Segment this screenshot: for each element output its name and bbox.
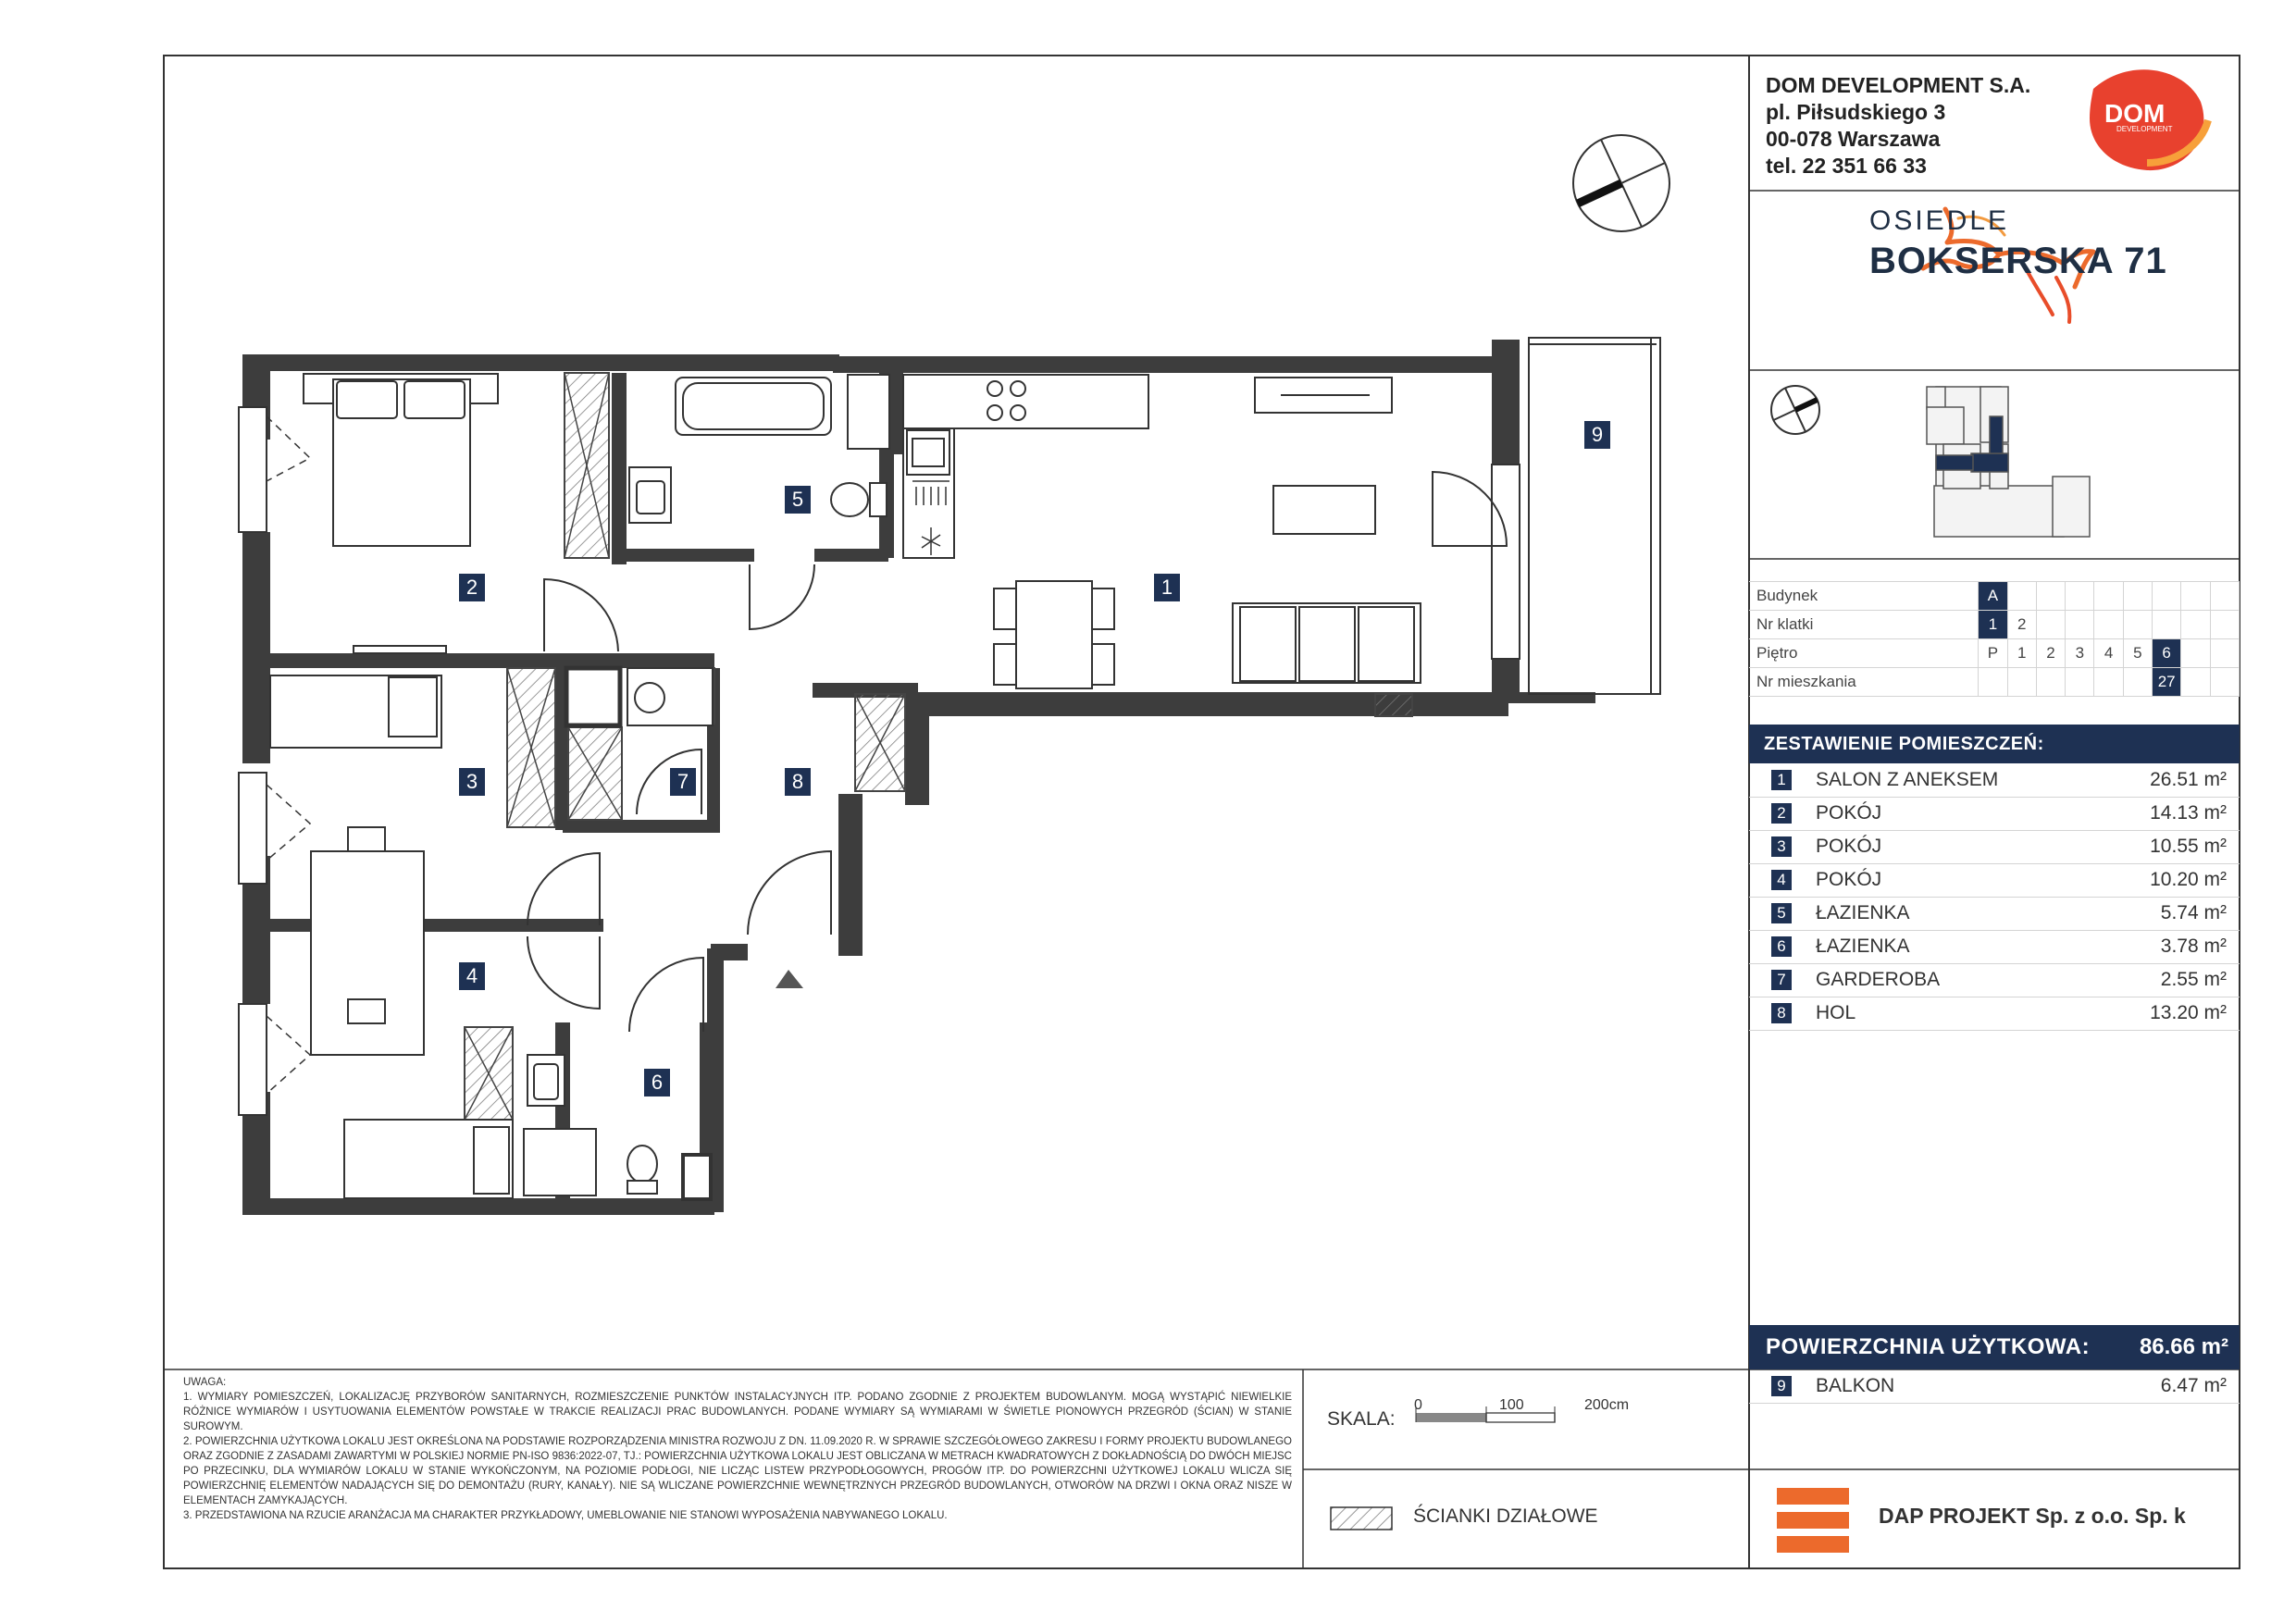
- spec-cell: 27: [2153, 668, 2181, 697]
- spec-cell: 2: [2036, 639, 2065, 668]
- spec-cell: 5: [2123, 639, 2152, 668]
- total-area-value: 86.66 m²: [2139, 1334, 2228, 1359]
- spec-cell: [2181, 668, 2210, 697]
- company-address: [1766, 72, 2030, 180]
- room-name: GARDEROBA: [1816, 969, 1941, 990]
- room-number: 1: [1771, 770, 1792, 790]
- room-name: HOL: [1816, 1002, 1856, 1023]
- room-number: 2: [1771, 803, 1792, 824]
- spec-cell: [2181, 582, 2210, 611]
- balcony: [1529, 338, 1660, 694]
- scale-label: SKALA:: [1327, 1408, 1396, 1430]
- company-name: DOM DEVELOPMENT S.A.: [1766, 73, 2031, 97]
- total-area: [1749, 1325, 2240, 1369]
- designer-name: DAP PROJEKT Sp. z o.o. Sp. k: [1879, 1504, 2186, 1528]
- balcony-row: [1749, 1369, 2240, 1404]
- svg-text:DOM: DOM: [2104, 99, 2166, 128]
- plan-label-room-7: 7: [670, 768, 696, 796]
- balcony-name: BALKON: [1816, 1375, 1895, 1396]
- plan-label-room-6: 6: [644, 1069, 670, 1096]
- spec-cell: 2: [2007, 611, 2036, 639]
- plan-label-room-5: 5: [785, 486, 811, 514]
- balcony-area: 6.47 m²: [2160, 1375, 2227, 1396]
- spec-cell: [2066, 611, 2094, 639]
- room-area: 2.55 m²: [2160, 969, 2227, 990]
- spec-cell: [2094, 582, 2123, 611]
- spec-cell: [2094, 668, 2123, 697]
- room-area: 5.74 m²: [2160, 902, 2227, 923]
- room-name: POKÓJ: [1816, 802, 1882, 824]
- spec-cell: 1: [2007, 639, 2036, 668]
- spec-cell: [2210, 582, 2239, 611]
- spec-cell: [1979, 668, 2007, 697]
- spec-row: [1749, 639, 2240, 668]
- note-2: 2. POWIERZCHNIA UŻYTKOWA LOKALU JEST OKREŚLONA NA PODSTAWIE ROZPORZĄDZENIA MINISTRA ROZWOJU Z DN. 11.09.2020 R. W SPRAWIE SZCZEGÓŁOWEGO ZAKRESU I FORMY PROJEKTU BUDOWLANEGO ORAZ ZGODNIE Z ZASADAMI ZAWARTYMI W POLSKIEJ NORMIE PN-ISO 9836:2022-07, TJ.: POWIERZCHNIA UŻYTKOWA LOKALU JEST OBLICZANA W METRACH KWADRATOWYCH Z DOKŁADNOŚCIĄ DO DWÓCH MIEJSC PO PRZECINKU, DLA WYMIARÓW LOKALU W STANIE WYKOŃCZONYM, NA POZIOMIE PODŁOGI, NIE LICZĄC LISTEW PRZYPODŁOGOWYCH, PROGÓW ITP. DO POWIERZCHNI UŻYTKOWEJ LOKALU WLICZA SIĘ POWIERZCHNIĘ ELEMENTÓW NADAJĄCYCH SIĘ DO DEMONTAŻU (RURY, KANAŁY). NIE SĄ WLICZANE POWIERZCHNIE WEWNĘTRZNYCH PRZEGRÓD BUDOWLANYCH, OTWORÓW NA DRZWI I OKNA ORAZ NISZE W ELEMENTACH ZAMYKAJĄCYCH.: [183, 1436, 1292, 1506]
- designer-block: [1749, 1468, 2240, 1568]
- plan-label-room-4: 4: [459, 962, 485, 990]
- spec-cell: [2036, 668, 2065, 697]
- plan-label-room-9: 9: [1584, 421, 1610, 449]
- legend-label: ŚCIANKI DZIAŁOWE: [1413, 1505, 1598, 1527]
- room-row: [1749, 897, 2240, 931]
- apartment-spec-table: [1749, 581, 2240, 697]
- spec-cell: 6: [2153, 639, 2181, 668]
- spec-cell: [2153, 582, 2181, 611]
- room-number: 8: [1771, 1003, 1792, 1023]
- note-3: 3. PRZEDSTAWIONA NA RZUCIE ARANŻACJA MA CHARAKTER PRZYKŁADOWY, UMEBLOWANIE NIE STANOWI WYPOSAŻENIA NABYWANEGO LOKALU.: [183, 1510, 948, 1521]
- room-name: POKÓJ: [1816, 836, 1882, 857]
- plan-label-room-3: 3: [459, 768, 485, 796]
- room-name: ŁAZIENKA: [1816, 935, 1910, 957]
- notes-title: UWAGA:: [183, 1377, 227, 1388]
- spec-cell: 1: [1979, 611, 2007, 639]
- notes: [183, 1375, 1292, 1523]
- spec-cell: [2036, 582, 2065, 611]
- company-phone: tel. 22 351 66 33: [1766, 154, 1927, 178]
- room-row: [1749, 797, 2240, 831]
- spec-row: [1749, 668, 2240, 697]
- scale-bar: [1416, 1406, 1555, 1422]
- rooms-header: ZESTAWIENIE POMIESZCZEŃ:: [1749, 725, 2240, 763]
- spec-row-label: Piętro: [1749, 639, 1979, 668]
- plan-label-room-8: 8: [785, 768, 811, 796]
- room-number: 7: [1771, 970, 1792, 990]
- spec-cell: [2007, 582, 2036, 611]
- estate-line2: BOKSERSKA 71: [1869, 241, 2167, 281]
- room-area: 10.20 m²: [2150, 869, 2227, 890]
- company-street: pl. Piłsudskiego 3: [1766, 100, 1946, 124]
- room-number: 6: [1771, 936, 1792, 957]
- scale-tick-0: 0: [1414, 1397, 1422, 1413]
- partition-legend-swatch: [1331, 1507, 1392, 1530]
- company-city: 00-078 Warszawa: [1766, 127, 1941, 151]
- scale-tick-200: 200cm: [1584, 1397, 1630, 1413]
- spec-cell: [2210, 611, 2239, 639]
- room-number: 4: [1771, 870, 1792, 890]
- room-area: 10.55 m²: [2150, 836, 2227, 857]
- room-area: 26.51 m²: [2150, 769, 2227, 790]
- room-row: [1749, 930, 2240, 964]
- spec-cell: [2181, 639, 2210, 668]
- spec-cell: [2066, 582, 2094, 611]
- spec-cell: [2007, 668, 2036, 697]
- spec-cell: 3: [2066, 639, 2094, 668]
- spec-row-label: Nr klatki: [1749, 611, 1979, 639]
- spec-cell: A: [1979, 582, 2007, 611]
- spec-cell: [2210, 668, 2239, 697]
- spec-cell: P: [1979, 639, 2007, 668]
- scale-tick-100: 100: [1499, 1397, 1524, 1413]
- spec-cell: [2123, 611, 2152, 639]
- room-area: 14.13 m²: [2150, 802, 2227, 824]
- room-number: 5: [1771, 903, 1792, 923]
- spec-cell: [2123, 582, 2152, 611]
- room-name: SALON Z ANEKSEM: [1816, 769, 1999, 790]
- compass-icon: [1573, 135, 1669, 231]
- room-row: [1749, 863, 2240, 898]
- svg-text:DEVELOPMENT: DEVELOPMENT: [2116, 125, 2173, 133]
- room-area: 13.20 m²: [2150, 1002, 2227, 1023]
- spec-row: [1749, 611, 2240, 639]
- info-panel: [1749, 56, 2240, 1568]
- spec-row-label: Budynek: [1749, 582, 1979, 611]
- spec-cell: [2036, 611, 2065, 639]
- room-number: 3: [1771, 836, 1792, 857]
- spec-row: [1749, 582, 2240, 611]
- spec-cell: [2153, 611, 2181, 639]
- balcony-number: 9: [1771, 1376, 1792, 1396]
- room-row: [1749, 830, 2240, 864]
- total-area-label: POWIERZCHNIA UŻYTKOWA:: [1766, 1334, 2091, 1359]
- note-1: 1. WYMIARY POMIESZCZEŃ, LOKALIZACJĘ PRZYBORÓW SANITARNYCH, ROZMIESZCZENIE PUNKTÓW INSTALACYJNYCH ITP. PODANO ZGODNIE Z PROJEKTEM BUDOWLANYM. MOGĄ WYSTĄPIĆ NIEWIELKIE RÓŻNICE WYMIARÓW I USYTUOWANIA ELEMENTÓW POWSTAŁE W TRAKCIE REALIZACJI PRAC BUDOWLANYCH. PODANE WYMIARY SĄ WYMIARAMI W ŚWIETLE PIONOWYCH PRZEGRÓD (ŚCIAN) W STANIE SUROWYM.: [183, 1392, 1292, 1432]
- spec-cell: [2210, 639, 2239, 668]
- spec-row-label: Nr mieszkania: [1749, 668, 1979, 697]
- room-row: [1749, 763, 2240, 798]
- spec-cell: [2181, 611, 2210, 639]
- room-name: ŁAZIENKA: [1816, 902, 1910, 923]
- plan-label-room-2: 2: [459, 574, 485, 601]
- spec-cell: [2123, 668, 2152, 697]
- spec-cell: [2066, 668, 2094, 697]
- room-area: 3.78 m²: [2160, 935, 2227, 957]
- room-row: [1749, 963, 2240, 997]
- plan-label-room-1: 1: [1154, 574, 1180, 601]
- room-name: POKÓJ: [1816, 869, 1882, 890]
- spec-cell: [2094, 611, 2123, 639]
- room-row: [1749, 997, 2240, 1031]
- estate-line1: OSIEDLE: [1869, 205, 2010, 236]
- entrance-marker: [776, 970, 803, 988]
- spec-cell: 4: [2094, 639, 2123, 668]
